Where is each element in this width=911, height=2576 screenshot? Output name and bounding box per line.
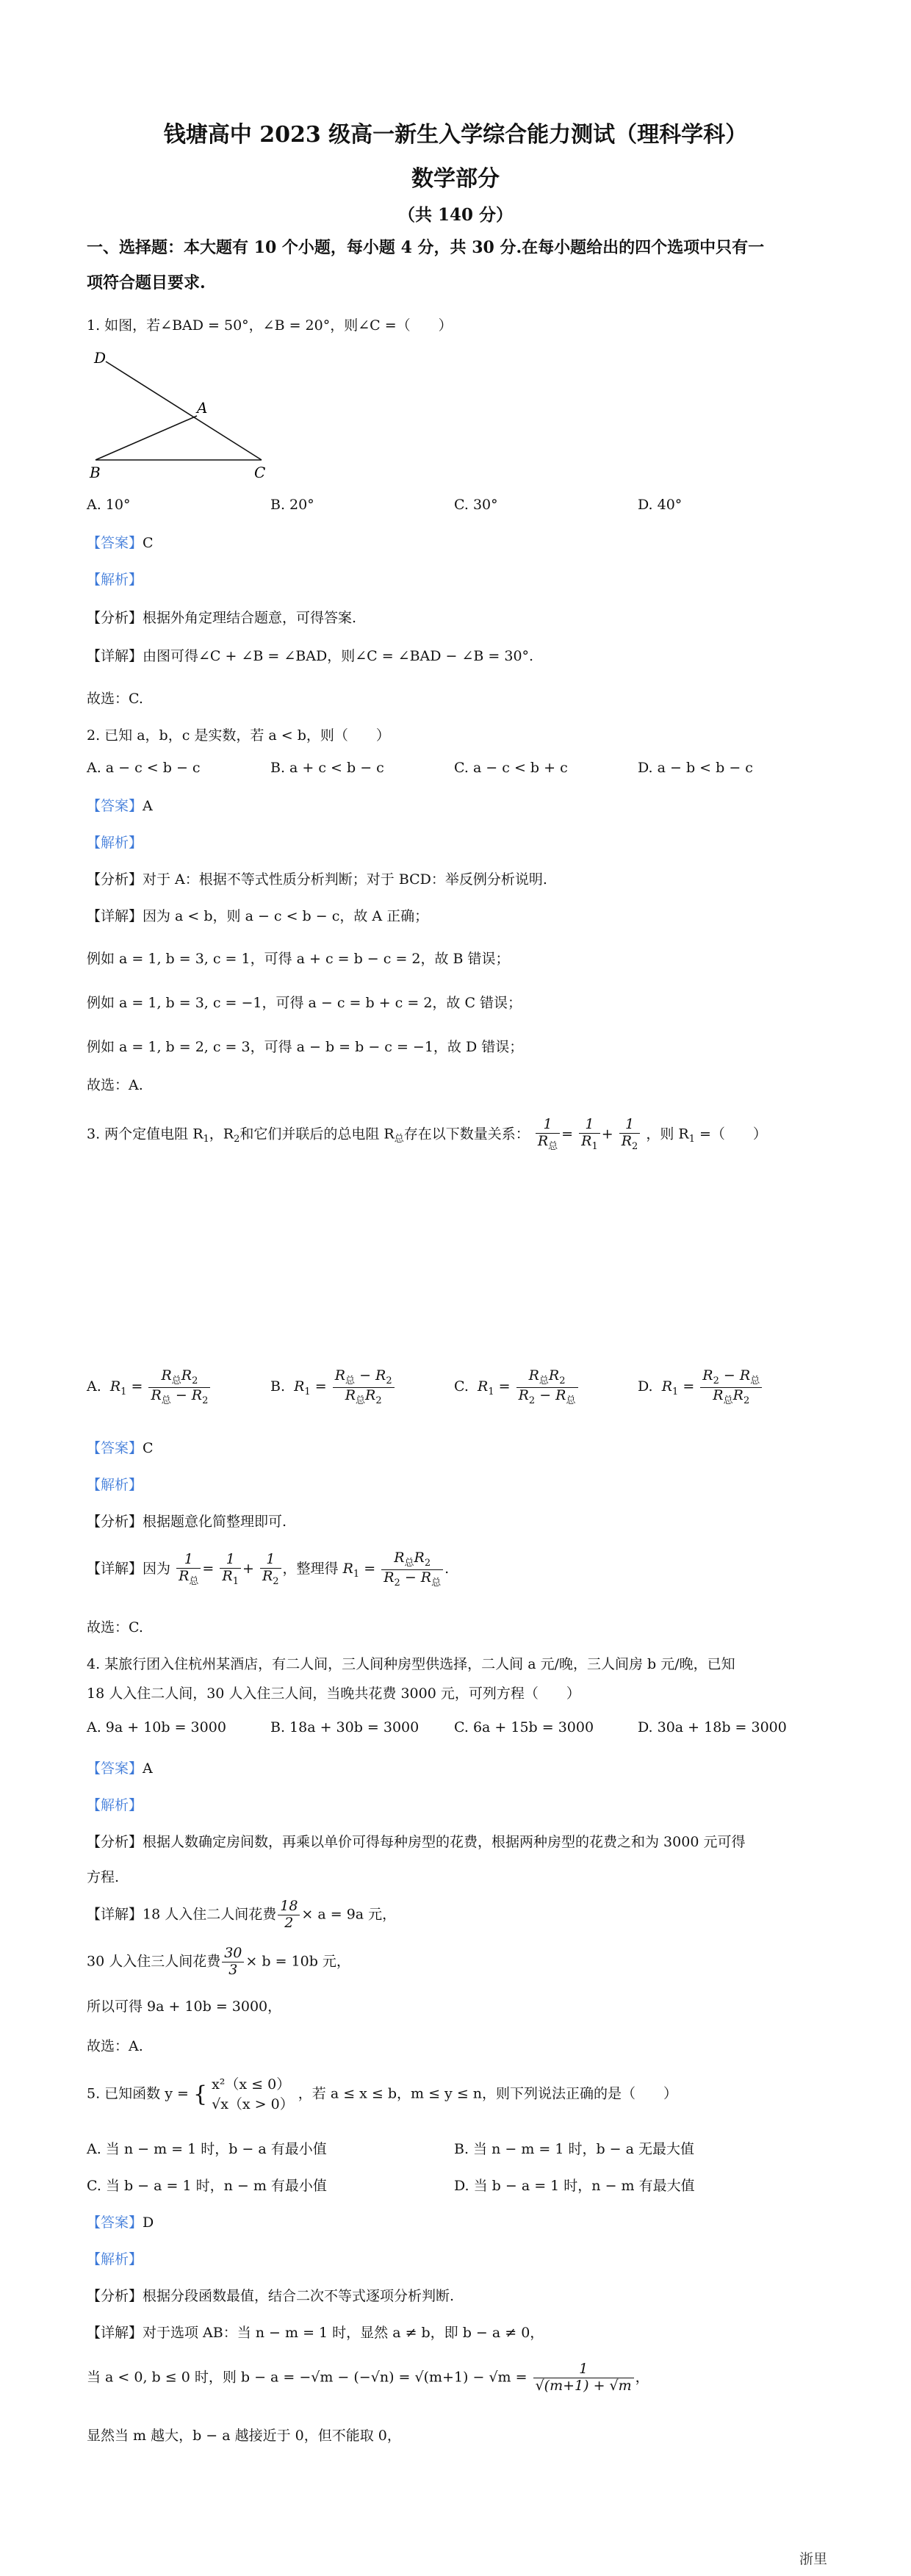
q4-option-c: C. 6a + 15b = 3000: [454, 1719, 594, 1735]
total-score: （共 140 分）: [397, 205, 514, 225]
q4-option-b: B. 18a + 30b = 3000: [270, 1719, 420, 1735]
q5-option-c: C. 当 b − a = 1 时，n − m 有最小值: [87, 2178, 327, 2194]
q5-xiangjie-line2: 当 a < 0, b ≤ 0 时，则 b − a = −√m − (−√n) = √(m+1) − √m = $\frac{1}{√(m+1) + √m}$ ，: [87, 2361, 649, 2394]
q2-example-3: 例如 a = 1, b = 2, c = 3，可得 a − b = b − c = −1，故 D 错误；: [87, 1039, 524, 1055]
q3-option-a: A. $R_1$ = $\frac{R_总R_2}{R_总 - R_2}$: [87, 1368, 212, 1406]
q4-stem-line2: 18 人入住二人间，30 人入住三人间，当晚共花费 3000 元，可列方程（ ）: [87, 1685, 580, 1702]
q5-option-d: D. 当 b − a = 1 时，n − m 有最大值: [454, 2178, 695, 2194]
q3-formula-lhs: $\frac{1}{R_总}$: [536, 1117, 560, 1153]
q4-fenxi-line1: 【分析】根据人数确定房间数，再乘以单价可得每种房型的花费，根据两种房型的花费之和为 3000 元可得: [87, 1834, 746, 1850]
q4-answer: 【答案】A: [87, 1760, 153, 1777]
q5-answer: 【答案】D: [87, 2215, 154, 2231]
section-subtitle: 数学部分: [411, 166, 500, 192]
q1-answer: 【答案】C: [87, 535, 154, 551]
q3-formula-term1: $\frac{1}{R_1}$: [579, 1117, 600, 1153]
figure-label-c: C: [254, 464, 266, 481]
q1-stem: 1. 如图，若∠BAD = 50°，∠B = 20°，则∠C =（ ）: [87, 317, 453, 334]
section-heading-line1: 一、选择题：本大题有 10 个小题，每小题 4 分，共 30 分.在每小题给出的四个选项中只有一: [87, 238, 765, 257]
q2-example-2: 例如 a = 1, b = 3, c = −1，可得 a − c = b + c = 2，故 C 错误；: [87, 995, 522, 1011]
q5-analysis-tag: 【解析】: [87, 2251, 143, 2267]
q5-stem: 5. 已知函数 y = { x²（x ≤ 0） √x（x > 0） ，若 a ≤ x ≤ b，m ≤ y ≤ n，则下列说法正确的是（ ）: [87, 2075, 677, 2114]
q1-guxuan: 故选：C.: [87, 691, 143, 707]
q2-fenxi: 【分析】对于 A：根据不等式性质分析判断；对于 BCD：举反例分析说明.: [87, 871, 547, 888]
q1-option-b: B. 20°: [270, 497, 314, 513]
q3-option-b: B. $R_1$ = $\frac{R_总 - R_2}{R_总R_2}$: [270, 1368, 396, 1406]
q4-xiangjie-3: 所以可得 9a + 10b = 3000，: [87, 1998, 282, 2015]
page-footer: 浙里: [799, 2551, 828, 2567]
q3-answer: 【答案】C: [87, 1440, 154, 1456]
figure-line-ba: [96, 416, 197, 460]
q1-triangle-figure: [87, 351, 278, 483]
q3-fenxi: 【分析】根据题意化简整理即可.: [87, 1514, 287, 1530]
q3-analysis-tag: 【解析】: [87, 1477, 143, 1493]
q1-option-d: D. 40°: [638, 497, 683, 513]
q5-case-1: x²（x ≤ 0）: [212, 2076, 291, 2093]
q5-xiangjie-line3: 显然当 m 越大，b − a 越接近于 0，但不能取 0，: [87, 2428, 401, 2444]
q4-analysis-tag: 【解析】: [87, 1797, 143, 1813]
q2-xiangjie: 【详解】因为 a < b，则 a − c < b − c，故 A 正确；: [87, 908, 429, 924]
q3-xiangjie: 【详解】因为 $\frac{1}{R_总}$ = $\frac{1}{R_1}$ + $\frac{1}{R_2}$ ，整理得 $R_1$ = $\frac{R_总R_2}{R_2 - R_总}$ .: [87, 1550, 450, 1589]
exam-title: 钱塘高中 2023 级高一新生入学综合能力测试（理科学科）: [163, 122, 748, 148]
q1-option-c: C. 30°: [454, 497, 498, 513]
q5-option-a: A. 当 n − m = 1 时，b − a 有最小值: [87, 2141, 327, 2157]
figure-label-d: D: [94, 351, 107, 367]
q4-stem-line1: 4. 某旅行团入住杭州某酒店，有二人间，三人间种房型供选择，二人间 a 元/晚，三人间房 b 元/晚，已知: [87, 1656, 735, 1672]
q3-stem: 3. 两个定值电阻 $R_1$，$R_2$和它们并联后的总电阻 $R_总$存在以下数量关系： $\frac{1}{R_总}$ = $\frac{1}{R_1}$ + $\frac{1}{R_2}$ ，则 $R_1$ =（ ）: [87, 1116, 767, 1152]
q4-guxuan: 故选：A.: [87, 2038, 143, 2054]
q4-xiangjie-1: 【详解】18 人入住二人间花费 $\frac{18}{2}$ × a = 9a 元，: [87, 1898, 397, 1931]
q1-fenxi: 【分析】根据外角定理结合题意，可得答案.: [87, 610, 357, 626]
q4-option-a: A. 9a + 10b = 3000: [87, 1719, 226, 1735]
q2-option-a: A. a − c < b − c: [87, 760, 201, 776]
q5-xiangjie: 【详解】对于选项 AB：当 n − m = 1 时，显然 a ≠ b，即 b − a ≠ 0，: [87, 2325, 544, 2341]
figure-label-b: B: [90, 464, 101, 481]
q5-fenxi: 【分析】根据分段函数最值，结合二次不等式逐项分析判断.: [87, 2288, 455, 2304]
q1-xiangjie: 【详解】由图可得∠C + ∠B = ∠BAD，则∠C = ∠BAD − ∠B = 30°.: [87, 648, 534, 664]
q1-analysis-tag: 【解析】: [87, 572, 143, 588]
q3-option-d: D. $R_1$ = $\frac{R_2 - R_总}{R_总R_2}$: [638, 1368, 763, 1406]
q2-option-c: C. a − c < b + c: [454, 760, 568, 776]
q3-guxuan: 故选：C.: [87, 1619, 143, 1636]
figure-label-a: A: [197, 399, 208, 417]
q2-stem: 2. 已知 a，b，c 是实数，若 a < b，则（ ）: [87, 727, 390, 744]
q3-formula-term2: $\frac{1}{R_2}$: [619, 1117, 641, 1153]
q5-option-b: B. 当 n − m = 1 时，b − a 无最大值: [454, 2141, 694, 2157]
q3-option-c: C. $R_1$ = $\frac{R_总R_2}{R_2 - R_总}$: [454, 1368, 580, 1406]
q2-guxuan: 故选：A.: [87, 1077, 143, 1093]
q2-answer: 【答案】A: [87, 798, 153, 814]
q2-option-d: D. a − b < b − c: [638, 760, 753, 776]
q2-example-1: 例如 a = 1, b = 3, c = 1，可得 a + c = b − c = 2，故 B 错误；: [87, 951, 510, 967]
q1-option-a: A. 10°: [87, 497, 131, 513]
q4-option-d: D. 30a + 18b = 3000: [638, 1719, 787, 1735]
q4-xiangjie-2: 30 人入住三人间花费 $\frac{30}{3}$ × b = 10b 元，: [87, 1945, 350, 1978]
q4-fenxi-line2: 方程.: [87, 1869, 120, 1885]
q2-option-b: B. a + c < b − c: [270, 760, 384, 776]
q5-case-2: √x（x > 0）: [212, 2095, 294, 2112]
section-heading-line2: 项符合题目要求.: [87, 273, 206, 292]
q2-analysis-tag: 【解析】: [87, 835, 143, 851]
